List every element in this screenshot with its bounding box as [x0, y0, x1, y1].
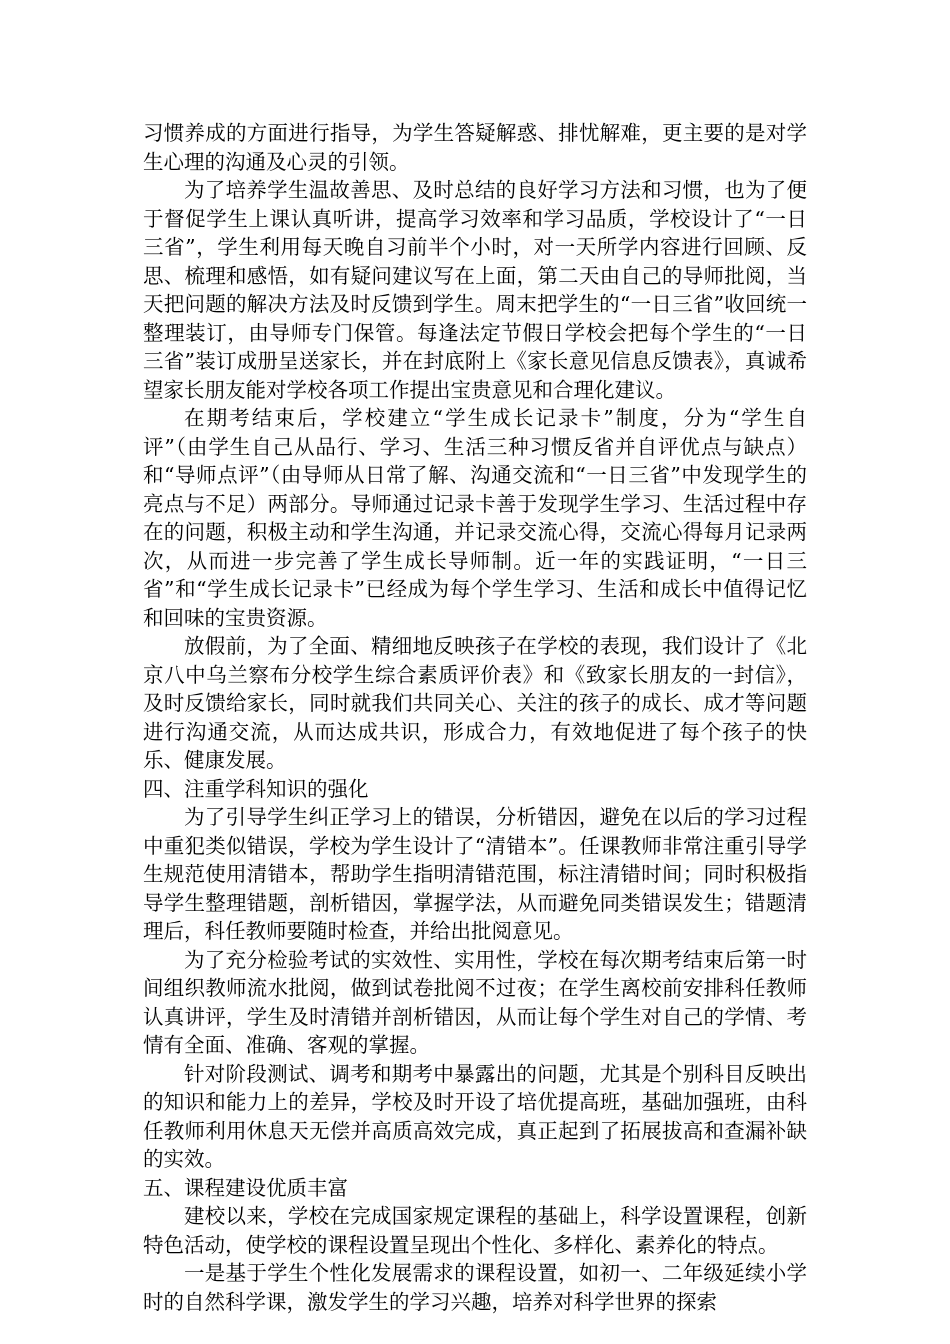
section-heading: 四、注重学科知识的强化 — [143, 776, 369, 801]
paragraph: 针对阶段测试、调考和期考中暴露出的问题，尤其是个别科目反映出的知识和能力上的差异，学校及时开设了培优提高班，基础加强班，由科任教师利用休息天无偿并高质高效完成，真正起到了拓展拔高和查漏补缺的实效。 — [143, 1061, 807, 1171]
paragraph: 为了培养学生温故善思、及时总结的良好学习方法和习惯，也为了便于督促学生上课认真听讲，提高学习效率和学习品质，学校设计了“一日三省”，学生利用每天晚自习前半个小时，对一天所学内容进行回顾、反思、梳理和感悟，如有疑问建议写在上面，第二天由自己的导师批阅，当天把问题的解决方法及时反馈到学生。周末把学生的“一日三省”收回统一整理装订，由导师专门保管。每逢法定节假日学校会把每个学生的“一日三省”装订成册呈送家长，并在封底附上《家长意见信息反馈表》，真诚希望家长朋友能对学校各项工作提出宝贵意见和合理化建议。 — [143, 178, 807, 402]
paragraph: 在期考结束后，学校建立“学生成长记录卡”制度，分为“学生自评”（由学生自己从品行、学习、生活三种习惯反省并自评优点与缺点）和“导师点评”（由导师从日常了解、沟通交流和“一日三省”中发现学生的亮点与不足）两部分。导师通过记录卡善于发现学生学习、生活过程中存在的问题，积极主动和学生沟通，并记录交流心得，交流心得每月记录两次，从而进一步完善了学生成长导师制。近一年的实践证明，“一日三省”和“学生成长记录卡”已经成为每个学生学习、生活和成长中值得记忆和回味的宝贵资源。 — [143, 406, 807, 630]
paragraph: 习惯养成的方面进行指导，为学生答疑解惑、排忧解难，更主要的是对学生心理的沟通及心灵的引领。 — [143, 121, 807, 174]
paragraph: 放假前，为了全面、精细地反映孩子在学校的表现，我们设计了《北京八中乌兰察布分校学生综合素质评价表》和《致家长朋友的一封信》，及时反馈给家长，同时就我们共同关心、关注的孩子的成长、成才等问题进行沟通交流，从而达成共识，形成合力，有效地促进了每个孩子的快乐、健康发展。 — [143, 634, 807, 772]
paragraph: 一是基于学生个性化发展需求的课程设置，如初一、二年级延续小学时的自然科学课，激发学生的学习兴趣，培养对科学世界的探索 — [143, 1261, 807, 1314]
section-heading: 五、课程建设优质丰富 — [143, 1175, 348, 1200]
paragraph: 为了引导学生纠正学习上的错误，分析错因，避免在以后的学习过程中重犯类似错误，学校为学生设计了“清错本”。任课教师非常注重引导学生规范使用清错本，帮助学生指明清错范围，标注清错时间；同时积极指导学生整理错题，剖析错因，掌握学法，从而避免同类错误发生；错题清理后，科任教师要随时检查，并给出批阅意见。 — [143, 805, 807, 943]
paragraph: 建校以来，学校在完成国家规定课程的基础上，科学设置课程，创新特色活动，使学校的课程设置呈现出个性化、多样化、素养化的特点。 — [143, 1204, 807, 1257]
paragraph: 为了充分检验考试的实效性、实用性，学校在每次期考结束后第一时间组织教师流水批阅，做到试卷批阅不过夜；在学生离校前安排科任教师认真讲评，学生及时清错并剖析错因，从而让每个学生对自己的学情、考情有全面、准确、客观的掌握。 — [143, 947, 807, 1057]
document-body — [143, 119, 807, 1316]
